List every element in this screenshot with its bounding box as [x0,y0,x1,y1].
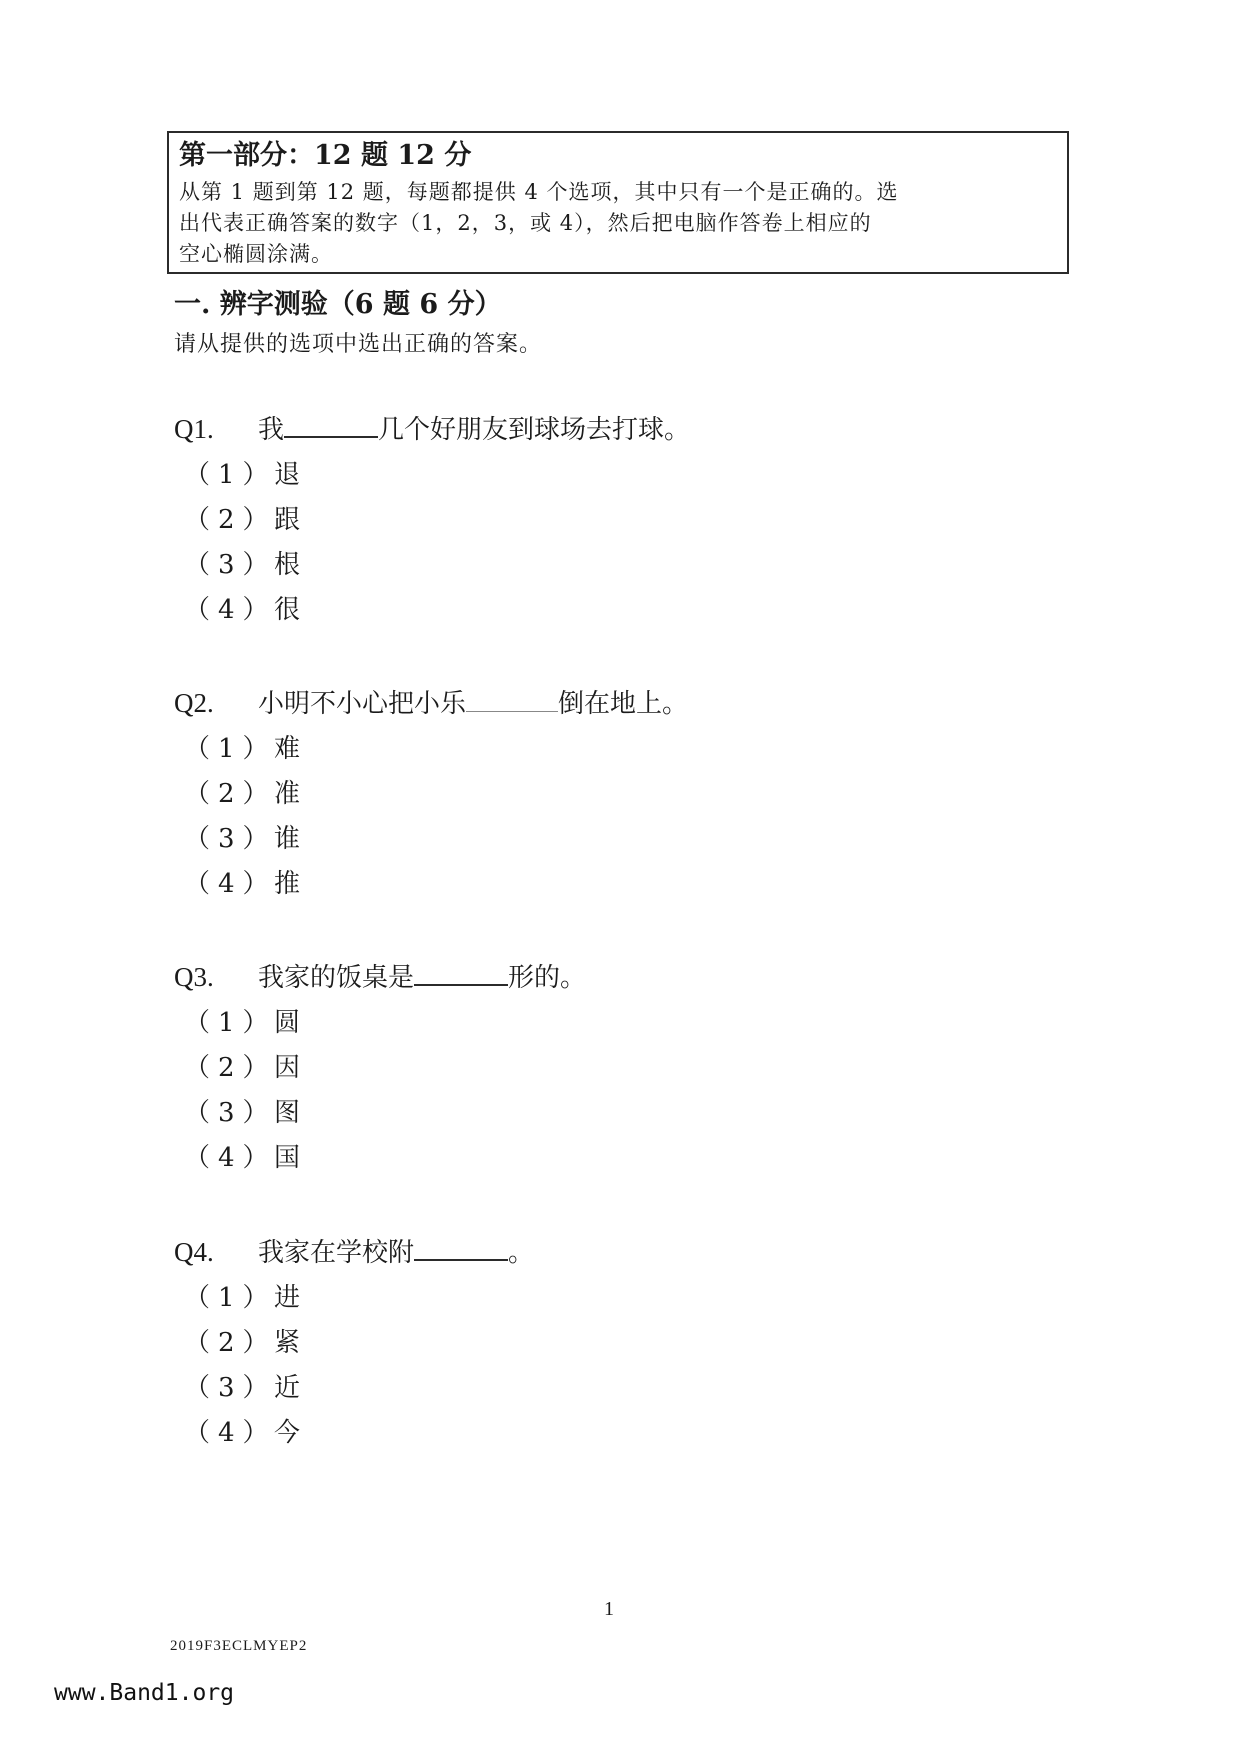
option-number: （1） [184,1008,277,1038]
option-number: （2） [184,779,277,809]
option-text: 难 [274,734,301,764]
question-3 [174,960,586,1186]
option-3[interactable] [184,822,688,867]
option-text: 今 [274,1418,301,1448]
question-4 [174,1235,534,1461]
option-number: （2） [184,1053,277,1083]
question-1 [174,412,690,638]
answer-blank [466,687,558,712]
option-4[interactable] [184,593,690,638]
answer-blank [414,960,508,986]
options-list [174,1281,534,1461]
option-1[interactable] [184,1006,586,1051]
option-2[interactable] [184,1326,534,1371]
stem-before: 小明不小心把小乐 [258,689,467,719]
option-2[interactable] [184,503,690,548]
watermark-text[interactable]: www.Band1.org [54,1680,235,1706]
question-stem [174,960,586,995]
option-number: （4） [184,595,277,625]
option-number: （3） [184,1373,277,1403]
instructions-box [167,131,1069,274]
answer-blank [414,1235,508,1261]
option-text: 因 [274,1053,301,1083]
option-number: （2） [184,1328,277,1358]
question-stem [174,1235,534,1270]
option-2[interactable] [184,1051,586,1096]
option-text: 推 [274,869,301,899]
option-text: 根 [274,550,301,580]
option-1[interactable] [184,1281,534,1326]
stem-after: 形的。 [508,963,587,993]
option-text: 进 [274,1283,301,1313]
option-text: 近 [274,1373,301,1403]
answer-blank [284,412,378,438]
option-number: （3） [184,1098,277,1128]
question-number: Q1. [174,414,214,444]
stem-after: 几个好朋友到球场去打球。 [378,415,691,445]
option-text: 图 [274,1098,301,1128]
section-instruction: 请从提供的选项中选出正确的答案。 [174,332,543,357]
option-4[interactable] [184,1416,534,1461]
option-text: 退 [274,460,301,490]
option-3[interactable] [184,1371,534,1416]
question-2 [174,686,688,912]
question-number: Q3. [174,962,214,992]
document-code: 2019F3ECLMYEP2 [170,1638,308,1654]
instructions-line: 出代表正确答案的数字（1，2，3，或 4），然后把电脑作答卷上相应的 [179,211,872,235]
option-text: 跟 [274,505,301,535]
stem-before: 我家的饭桌是 [258,963,415,993]
option-number: （3） [184,824,277,854]
option-number: （4） [184,1418,277,1448]
option-text: 紧 [274,1328,301,1358]
stem-before: 我家在学校附 [258,1238,415,1268]
page-number: 1 [604,1598,614,1620]
part-title: 第一部分：12 题 12 分 [179,140,472,171]
question-number: Q4. [174,1237,214,1267]
option-text: 准 [274,779,301,809]
option-1[interactable] [184,732,688,777]
option-text: 谁 [274,824,301,854]
stem-before: 我 [258,415,285,445]
options-list [174,1006,586,1186]
option-text: 国 [274,1143,301,1173]
option-number: （1） [184,734,277,764]
instructions-line: 从第 1 题到第 12 题，每题都提供 4 个选项，其中只有一个是正确的。选 [179,180,899,204]
option-3[interactable] [184,548,690,593]
section-title: 一. 辨字测验（6 题 6 分） [174,289,502,320]
stem-after: 倒在地上。 [558,689,689,719]
instructions-line: 空心椭圆涂满。 [179,242,333,266]
option-number: （4） [184,869,277,899]
option-4[interactable] [184,1141,586,1186]
question-number: Q2. [174,688,214,718]
option-number: （2） [184,505,277,535]
option-number: （3） [184,550,277,580]
options-list [174,732,688,912]
option-2[interactable] [184,777,688,822]
option-3[interactable] [184,1096,586,1141]
option-number: （4） [184,1143,277,1173]
instructions-text [179,177,1057,270]
option-text: 圆 [274,1008,301,1038]
question-stem [174,412,690,447]
option-number: （1） [184,460,277,490]
question-stem [174,686,688,721]
options-list [174,458,690,638]
option-1[interactable] [184,458,690,503]
option-number: （1） [184,1283,277,1313]
stem-after: 。 [508,1238,535,1268]
option-text: 很 [274,595,301,625]
option-4[interactable] [184,867,688,912]
